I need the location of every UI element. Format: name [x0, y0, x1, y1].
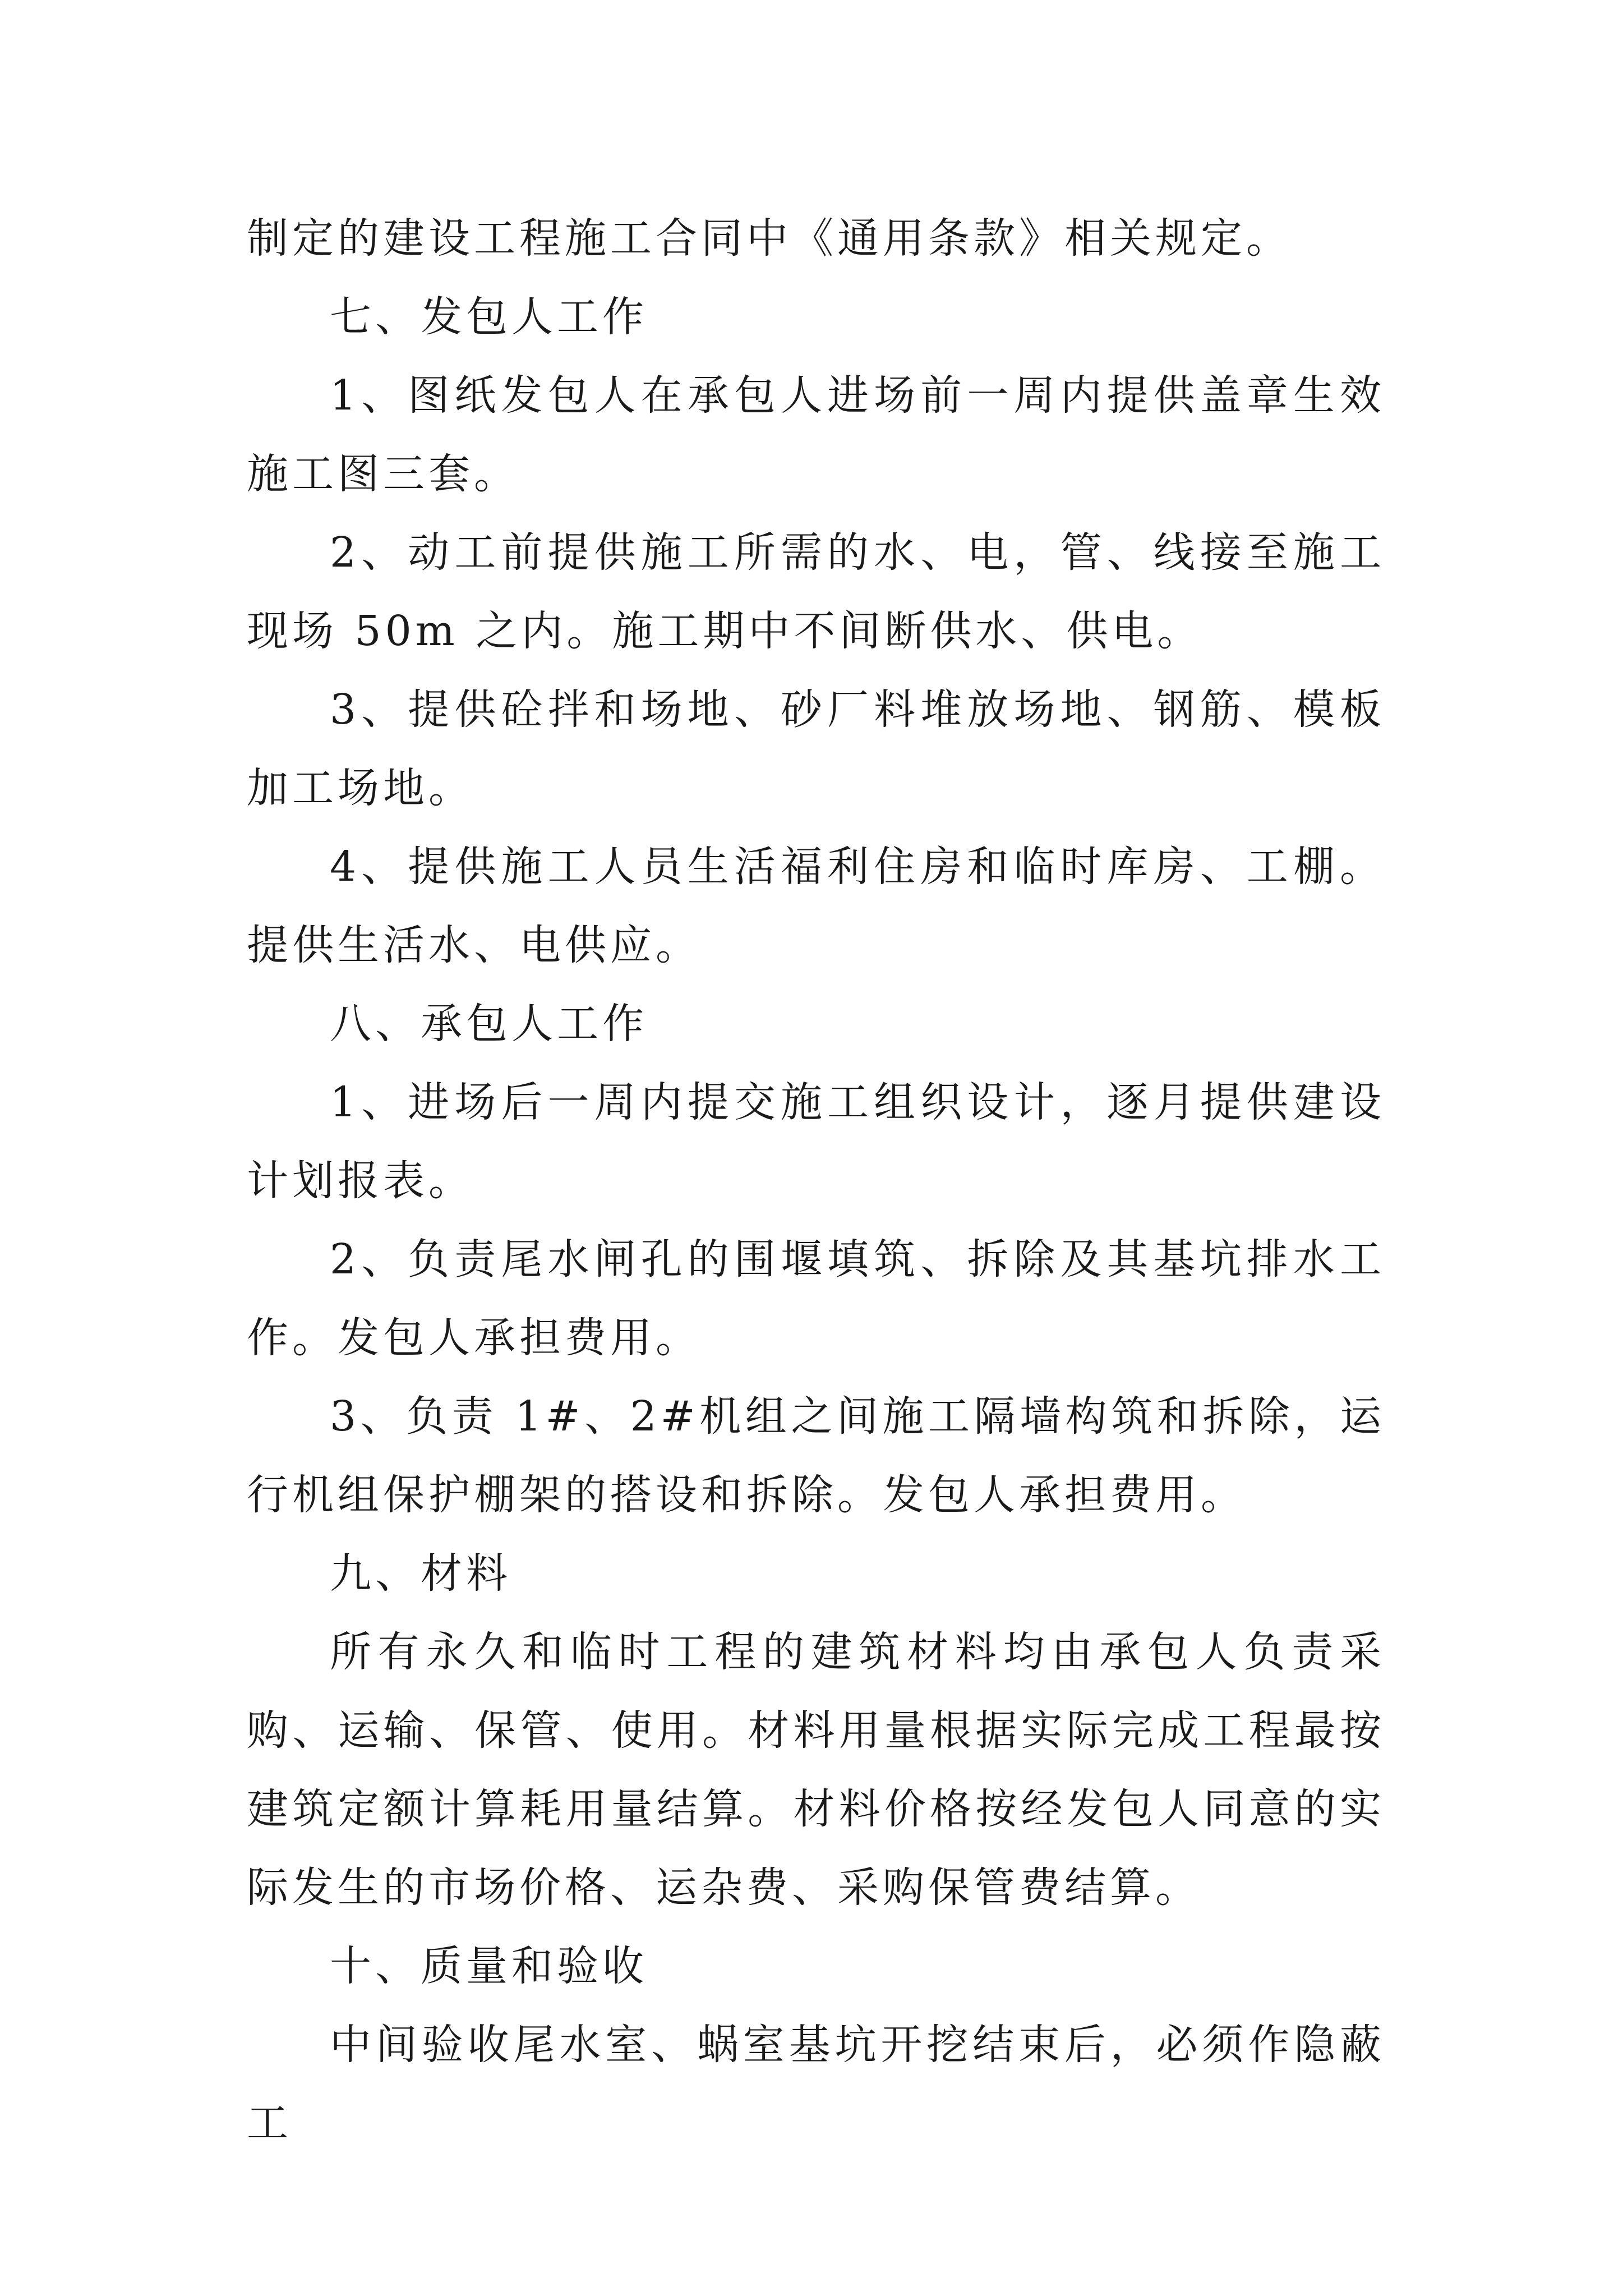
section-heading-10: 十、质量和验收	[330, 1942, 648, 1990]
paragraph-9: 所有永久和临时工程的建筑材料均由承包人负责采购、运输、保管、使用。材料用量根据实际完成工程最按建筑定额计算耗用量结算。材料价格按经发包人同意的实际发生的市场价格、运杂费、采购保管费结算。	[247, 1628, 1385, 1912]
paragraph-3: 2、动工前提供施工所需的水、电，管、线接至施工现场 50m 之内。施工期中不间断供水、供电。	[247, 528, 1385, 655]
paragraph-5: 4、提供施工人员生活福利住房和临时库房、工棚。提供生活水、电供应。	[247, 843, 1385, 969]
paragraph-8: 3、负责 1#、2#机组之间施工隔墙构筑和拆除，运行机组保护棚架的搭设和拆除。发包人承担费用。	[247, 1392, 1385, 1519]
section-heading-7: 七、发包人工作	[330, 293, 648, 341]
section-heading-8: 八、承包人工作	[330, 1000, 648, 1048]
paragraph-4: 3、提供砼拌和场地、砂厂料堆放场地、钢筋、模板加工场地。	[247, 685, 1385, 812]
document-body	[247, 199, 1385, 2162]
paragraph-6: 1、进场后一周内提交施工组织设计，逐月提供建设计划报表。	[247, 1078, 1385, 1205]
section-heading-9: 九、材料	[330, 1549, 511, 1598]
paragraph-10: 中间验收尾水室、蜗室基坑开挖结束后，必须作隐蔽工	[247, 2021, 1385, 2147]
paragraph-7: 2、负责尾水闸孔的围堰填筑、拆除及其基坑排水工作。发包人承担费用。	[247, 1235, 1385, 1362]
paragraph-1: 制定的建设工程施工合同中《通用条款》相关规定。	[247, 214, 1292, 263]
paragraph-2: 1、图纸发包人在承包人进场前一周内提供盖章生效施工图三套。	[247, 371, 1385, 498]
